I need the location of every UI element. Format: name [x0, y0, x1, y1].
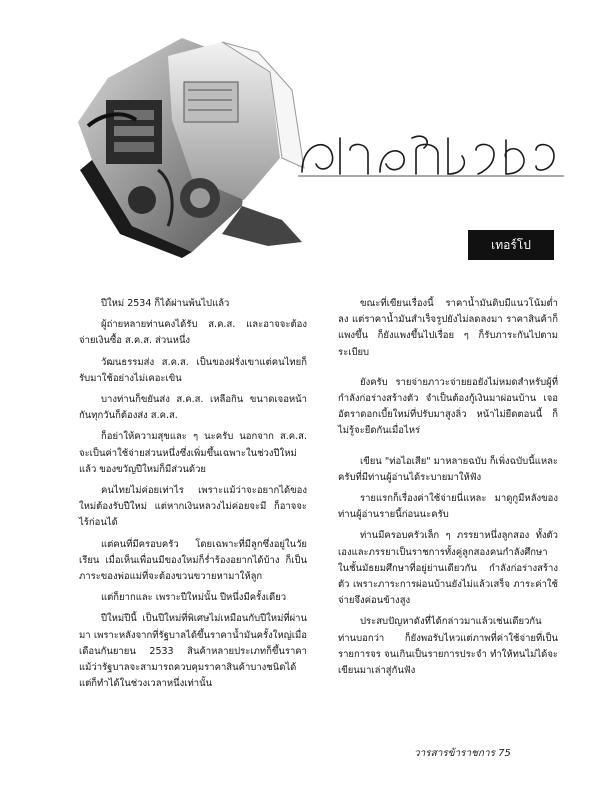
paragraph: เขียน "ท่อไอเสีย" มาหลายฉบับ ก็เพิ่งฉบับนี้แหละครับที่มีท่านผู้อ่านได้ระบายมาให้ฟัง [338, 455, 559, 483]
paragraph: ผู้ถ่ายหลายท่านคงได้รับ ส.ค.ส. และอาจจะต้องจ่ายเงินซื้อ ส.ค.ส. ส่วนหนึ่ง [79, 319, 307, 347]
paragraph: บางท่านก็ขยันส่ง ส.ค.ส. เหลือกิน ขนาดเจอหน้ากันทุกวันก็ต้องส่ง ส.ค.ส. [79, 394, 307, 422]
engine-photo [72, 30, 312, 262]
title-script-lettering [292, 128, 572, 184]
author-byline: เทอร์โป [468, 230, 554, 260]
paragraph: ปีใหม่ปีนี้ เป็นปีใหม่ที่พิเศษไม่เหมือนกับปีใหม่ที่ผ่านมา เพราะหลังจากที่รัฐบาลได้ขึ้นราคาน้ำมันครั้งใหญ่เมื่อเดือนกันยายน 2533 สินค้าหลายประเภทก็ขึ้นราคา แม้ว่ารัฐบาลจะสามารถควบคุมราคาสินค้าบางชนิดได้ แต่ก็ทำได้ในช่วงเวลาหนึ่งเท่านั้น [79, 613, 307, 690]
paragraph: คนไทยไม่ค่อยเท่าไร เพราะแม้ว่าจะอยากได้ของใหม่ต้องรับปีใหม่ แต่หากเงินหลวงไม่ค่อยจะมี ก็อาจจะไร้ก่อนได้ [79, 485, 307, 529]
paragraph: ก็อย่าให้ความสุขและ ๆ นะครับ นอกจาก ส.ค.ส. จะเป็นค่าใช้จ่ายส่วนหนึ่งซึ่งเพิ่มขึ้นเฉพาะในช่วงปีใหม่แล้ว ของขวัญปีใหม่ก็มีส่วนด้วย [79, 431, 307, 475]
paragraph: ท่านมีครอบครัวเล็ก ๆ ภรรยาหนึ่งลูกสอง ทั้งตัวเองและภรรยาเป็นราชการทั้งคู่ลูกสองคนกำลังศึกษาในชั้นมัธยมศึกษาที่อยู่ย่านเดียวกัน กำลังก่อร่างสร้างตัว เพราะภาระการผ่อนบ้านยังไม่แล้วเสร็จ ภาระค่าใช้จ่ายจึงค่อนข้างสูง [338, 530, 558, 607]
article-title [292, 128, 572, 184]
paragraph: ประสบปัญหาดังที่ได้กล่าวมาแล้วเช่นเดียวกันท่านบอกว่า ก็ยังพอรับไหวแต่ภาพที่ค่าใช้จ่ายที่เป็นรายการจร จนเกินเป็นรายการประจำ ทำให้ทนไม่ได้จะเขียนมาเล่าสู่กันฟัง [338, 616, 558, 677]
paragraph: ยังครับ รายจ่ายภาวะจ่ายยอยังไม่หมดสำหรับผู้ที่กำลังก่อร่างสร้างตัว จำเป็นต้องกู้เงินมาผ่อนบ้าน เจออัตราดอกเบี้ยใหม่ที่ปรับมาสูงลิ่ว หน้าไม่ยืดตอนนี้ ก็ไม่รู้จะยืดกันเมื่อไหร่ [338, 376, 558, 437]
paragraph: แต่ก็ยากและ เพราะปีใหม่นั้น ปีหนึ่งมีครั้งเดียว [101, 592, 287, 604]
left-column [79, 296, 307, 697]
paragraph: รายแรกก็เรื่องค่าใช้จ่ายนี่แหละ มาดูกูมีหลังของท่านผู้อ่านรายนี้ก่อนนะครับ [338, 493, 558, 521]
paragraph: ปีใหม่ 2534 ก็ได้ผ่านพ้นไปแล้ว [101, 298, 230, 309]
right-column [338, 296, 558, 684]
paragraph: แต่คนที่มีครอบครัว โดยเฉพาะที่มีลูกซึ่งอยู่ในวัยเรียน เมื่อเห็นเพื่อนมีของใหม่ก็ร่ำร้องอยากได้บ้าง ก็เป็นภาระของพ่อแม่ที่จะต้องขวนขวายหามาให้ลูก [79, 538, 307, 583]
page-footer: วารสารข้าราชการ 75 [414, 748, 511, 759]
paragraph: วัฒนธรรมส่ง ส.ค.ส. เป็นของฝรั่งเขาแต่คนไทยก็รับมาใช้อย่างไม่เคอะเขิน [79, 356, 307, 384]
engine-illustration [72, 30, 312, 262]
paragraph: ขณะที่เขียนเรื่องนี้ ราคาน้ำมันดิบมีแนวโน้มต่ำลง แต่ราคาน้ำมันสำเร็จรูปยังไม่ลดลงมา ราคาสินค้าก็แพงขึ้น ก็ยังแพงขึ้นไปเรื่อย ๆ ก็รับภาระกันไปตามระเบียบ [338, 298, 558, 358]
